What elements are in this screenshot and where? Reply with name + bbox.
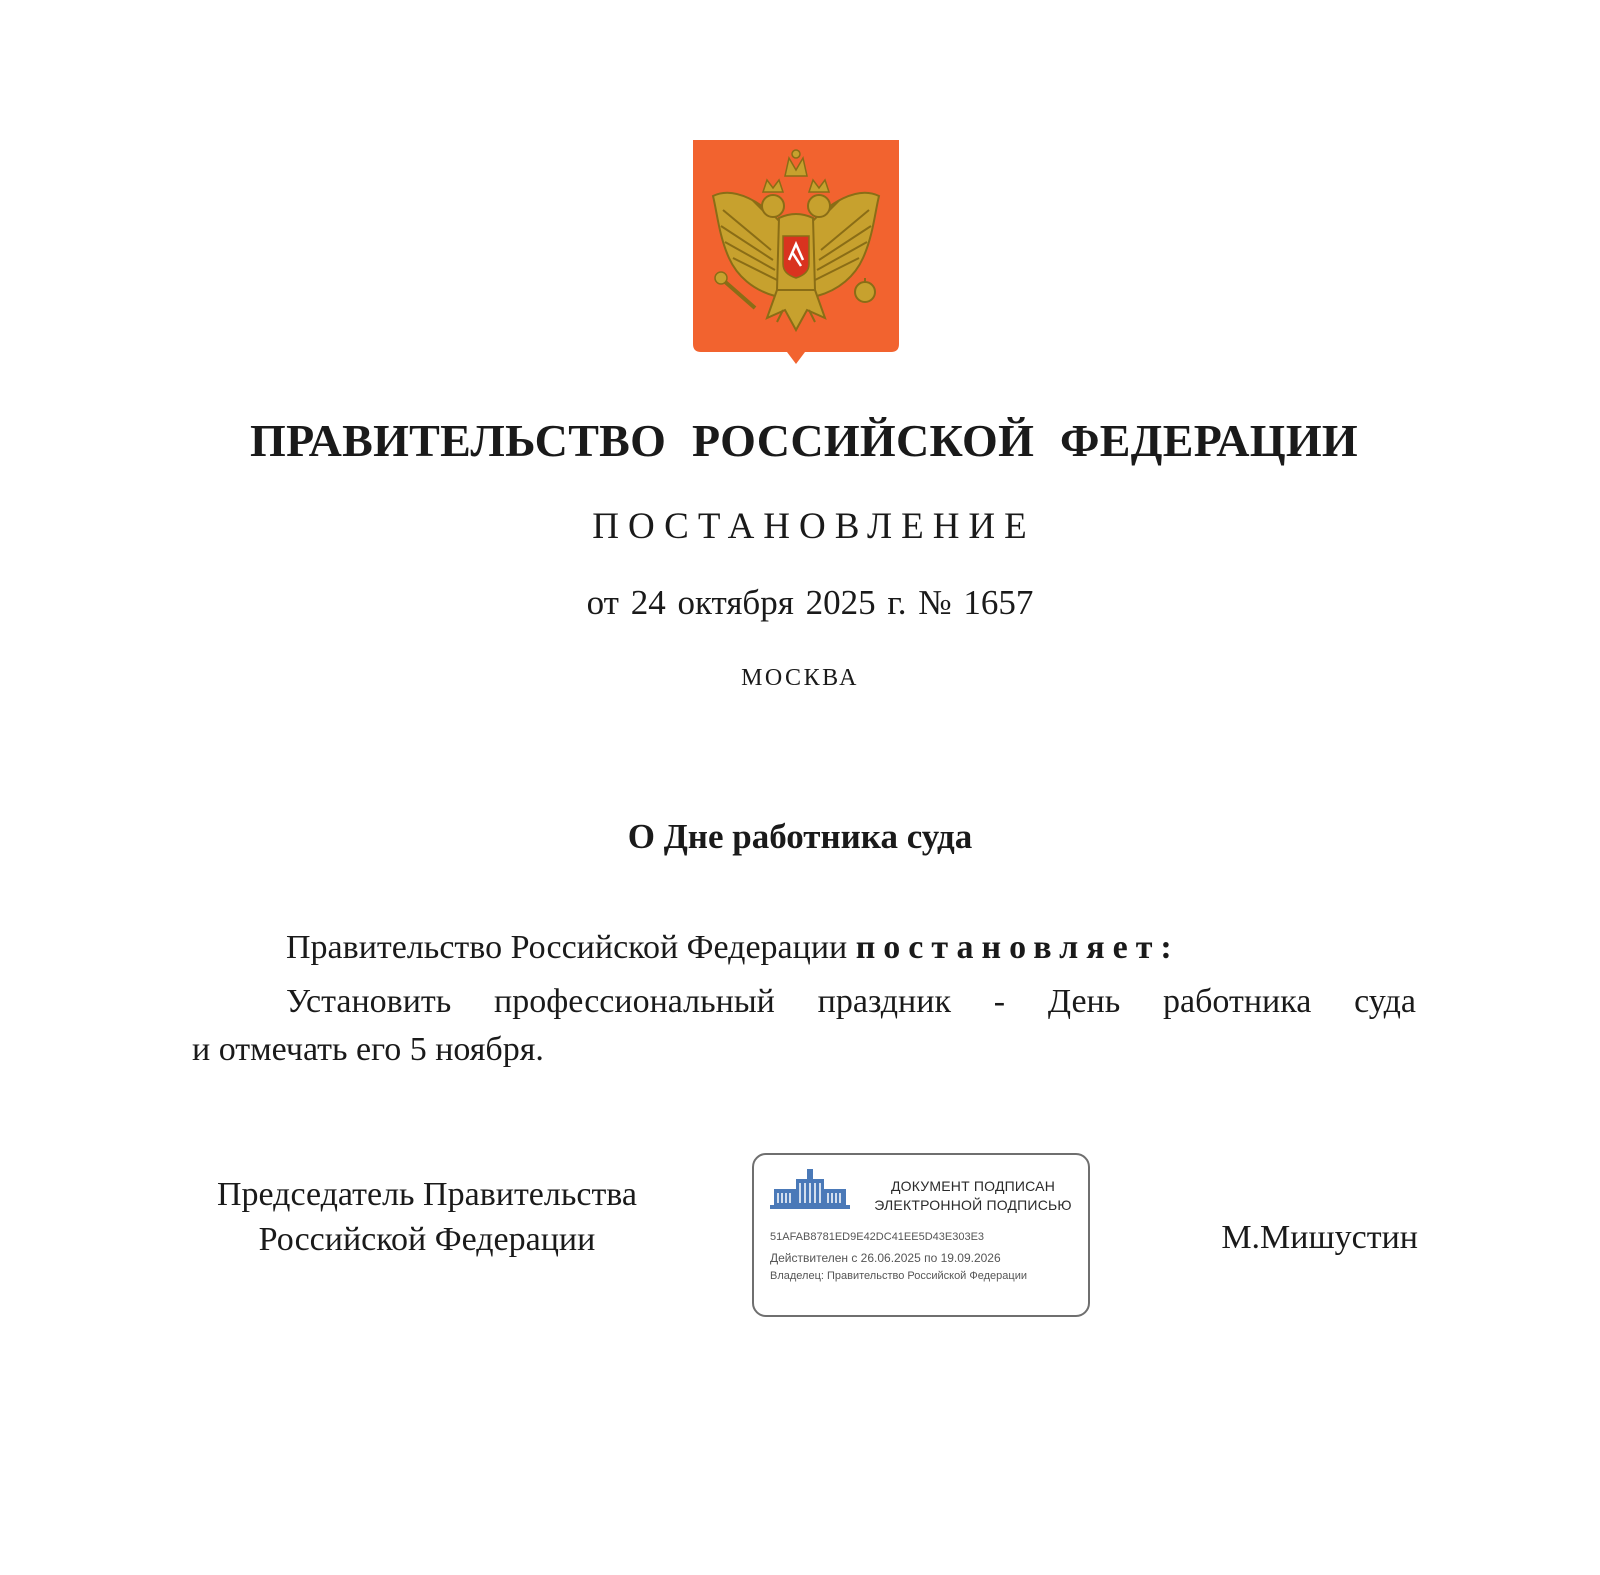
preamble-text: Правительство Российской Федерации <box>286 929 856 966</box>
electronic-signature-stamp <box>752 1153 1090 1317</box>
document-city: МОСКВА <box>741 665 859 691</box>
signer-title-line-1: Председатель Правительства <box>216 1176 638 1213</box>
signature-owner: Владелец: Правительство Российской Федерации <box>770 1270 1027 1282</box>
document-type: ПОСТАНОВЛЕНИЕ <box>592 506 1036 547</box>
document-subject: О Дне работника суда <box>627 817 973 856</box>
signature-header <box>862 1177 1084 1215</box>
coat-of-arms-icon <box>693 140 899 372</box>
government-name: ПРАВИТЕЛЬСТВО РОССИЙСКОЙ ФЕДЕРАЦИИ <box>250 415 1358 466</box>
resolution-body-line-1: Установить профессиональный праздник - День работника суда <box>286 983 1416 1020</box>
preamble-emphasis: постановляет: <box>855 929 1180 966</box>
signer-title-line-2: Российской Федерации <box>258 1221 596 1258</box>
document-date-number: от 24 октября 2025 г. № 1657 <box>586 583 1034 622</box>
resolution-body-line-2: и отмечать его 5 ноября. <box>192 1031 544 1068</box>
signature-validity: Действителен с 26.06.2025 по 19.09.2026 <box>770 1251 1001 1265</box>
signature-header-line-2: ЭЛЕКТРОННОЙ ПОДПИСЬЮ <box>874 1197 1072 1213</box>
resolution-preamble <box>192 924 1416 972</box>
signature-header-line-1: ДОКУМЕНТ ПОДПИСАН <box>890 1178 1056 1194</box>
signer-title <box>192 1172 662 1262</box>
government-building-icon <box>770 1167 850 1211</box>
resolution-body <box>192 978 1416 1074</box>
signature-serial: 51AFAB8781ED9E42DC41EE5D43E303E3 <box>770 1231 985 1243</box>
signer-name: М.Мишустин <box>1221 1219 1418 1256</box>
